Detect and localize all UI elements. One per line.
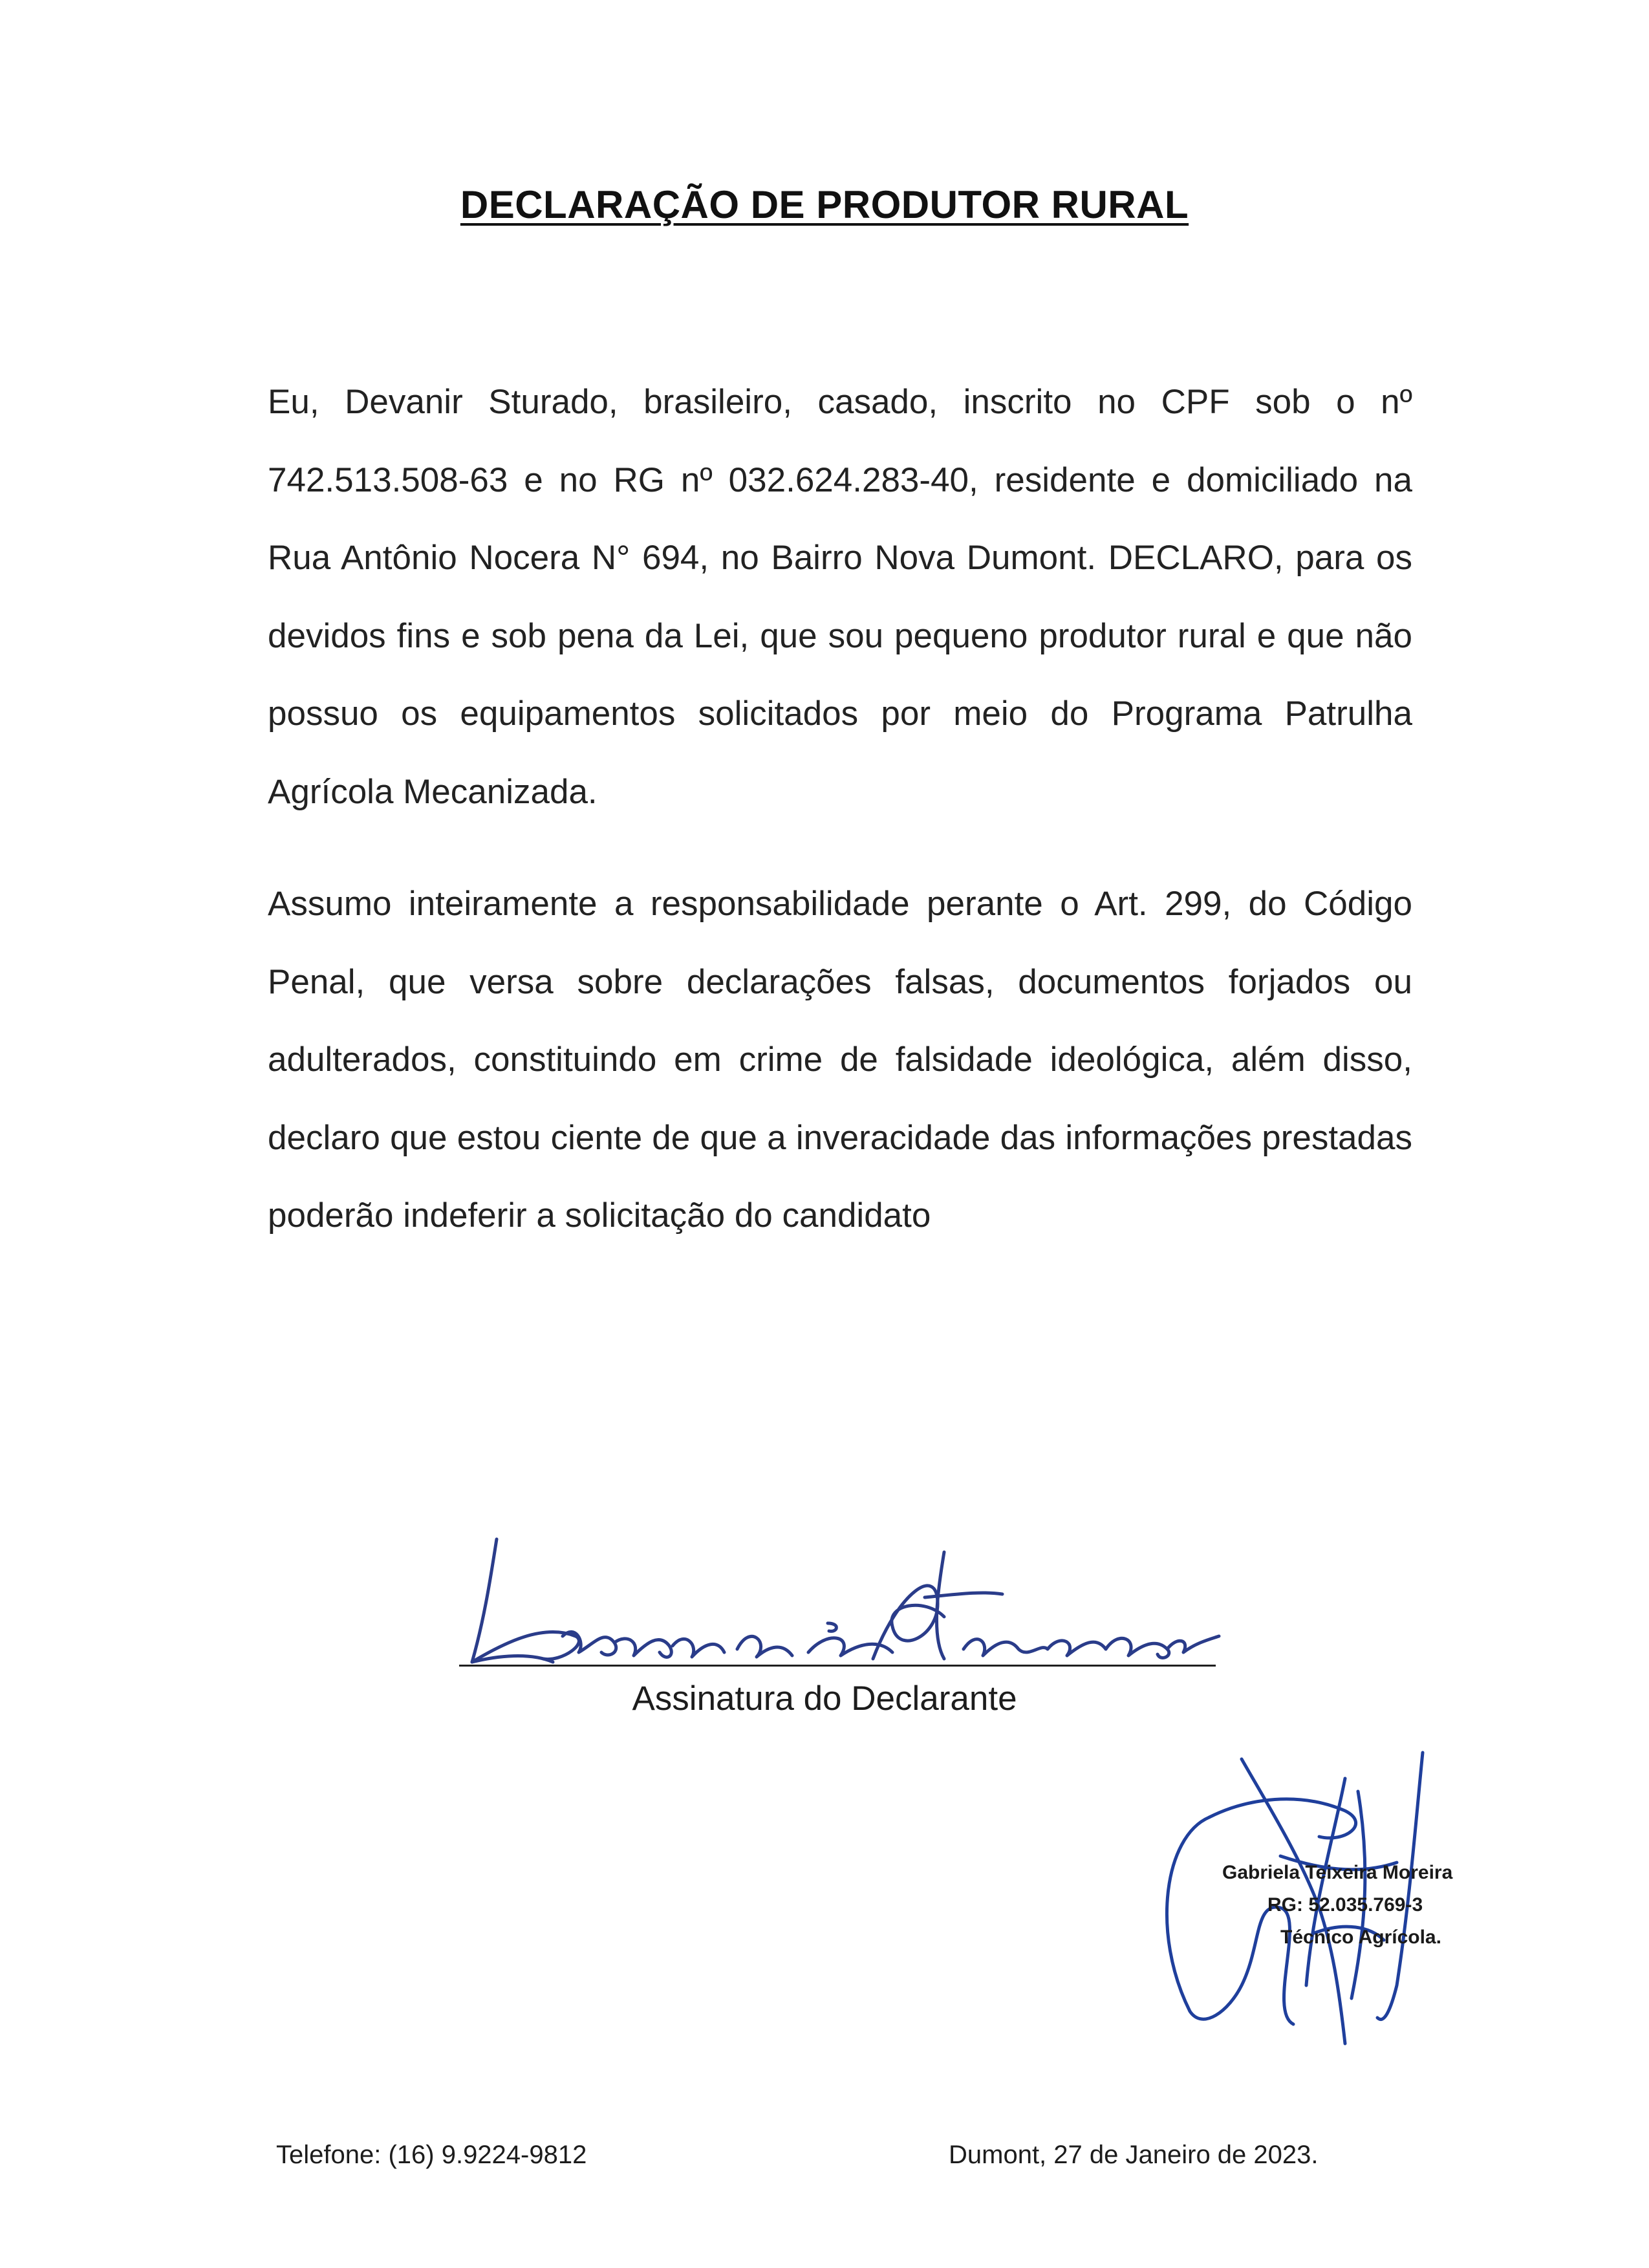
footer-phone: Telefone: (16) 9.9224-9812 xyxy=(276,2141,587,2169)
stamp-name: Gabriela Teixeira Moreira xyxy=(1222,1862,1453,1883)
declaration-paragraph: Eu, Devanir Sturado, brasileiro, casado, inscrito no CPF sob o nº 742.513.508-63 e no RG nº 032.624.283-40, residente e domiciliado na Rua Antônio Nocera N° 694, no Bairro Nova Dumont. DECLARO, para os devidos fins e sob pena da Lei, que sou pequeno produtor rural e que não possuo os equipamentos solicitados por meio do Programa Patrulha Agrícola Mecanizada. xyxy=(268,383,1412,811)
stamp-role: Técnico Agrícola. xyxy=(1280,1927,1441,1948)
document-title: DECLARAÇÃO DE PRODUTOR RURAL xyxy=(460,183,1189,226)
technician-stamp-signature xyxy=(1151,1740,1513,2050)
stamp-rg: RG: 52.035.769-3 xyxy=(1267,1894,1423,1916)
footer-date: Dumont, 27 de Janeiro de 2023. xyxy=(949,2141,1319,2169)
signature-line xyxy=(459,1665,1216,1667)
responsibility-paragraph: Assumo inteiramente a responsabilidade perante o Art. 299, do Código Penal, que versa sobre declarações falsas, documentos forjados ou adulterados, constituindo em crime de falsidade ideológica, além disso, declaro que estou ciente de que a inveracidade das informações prestadas poderão indeferir a solicitação do candidato xyxy=(268,885,1412,1235)
signature-label: Assinatura do Declarante xyxy=(632,1679,1017,1718)
declarant-signature xyxy=(446,1513,1229,1681)
